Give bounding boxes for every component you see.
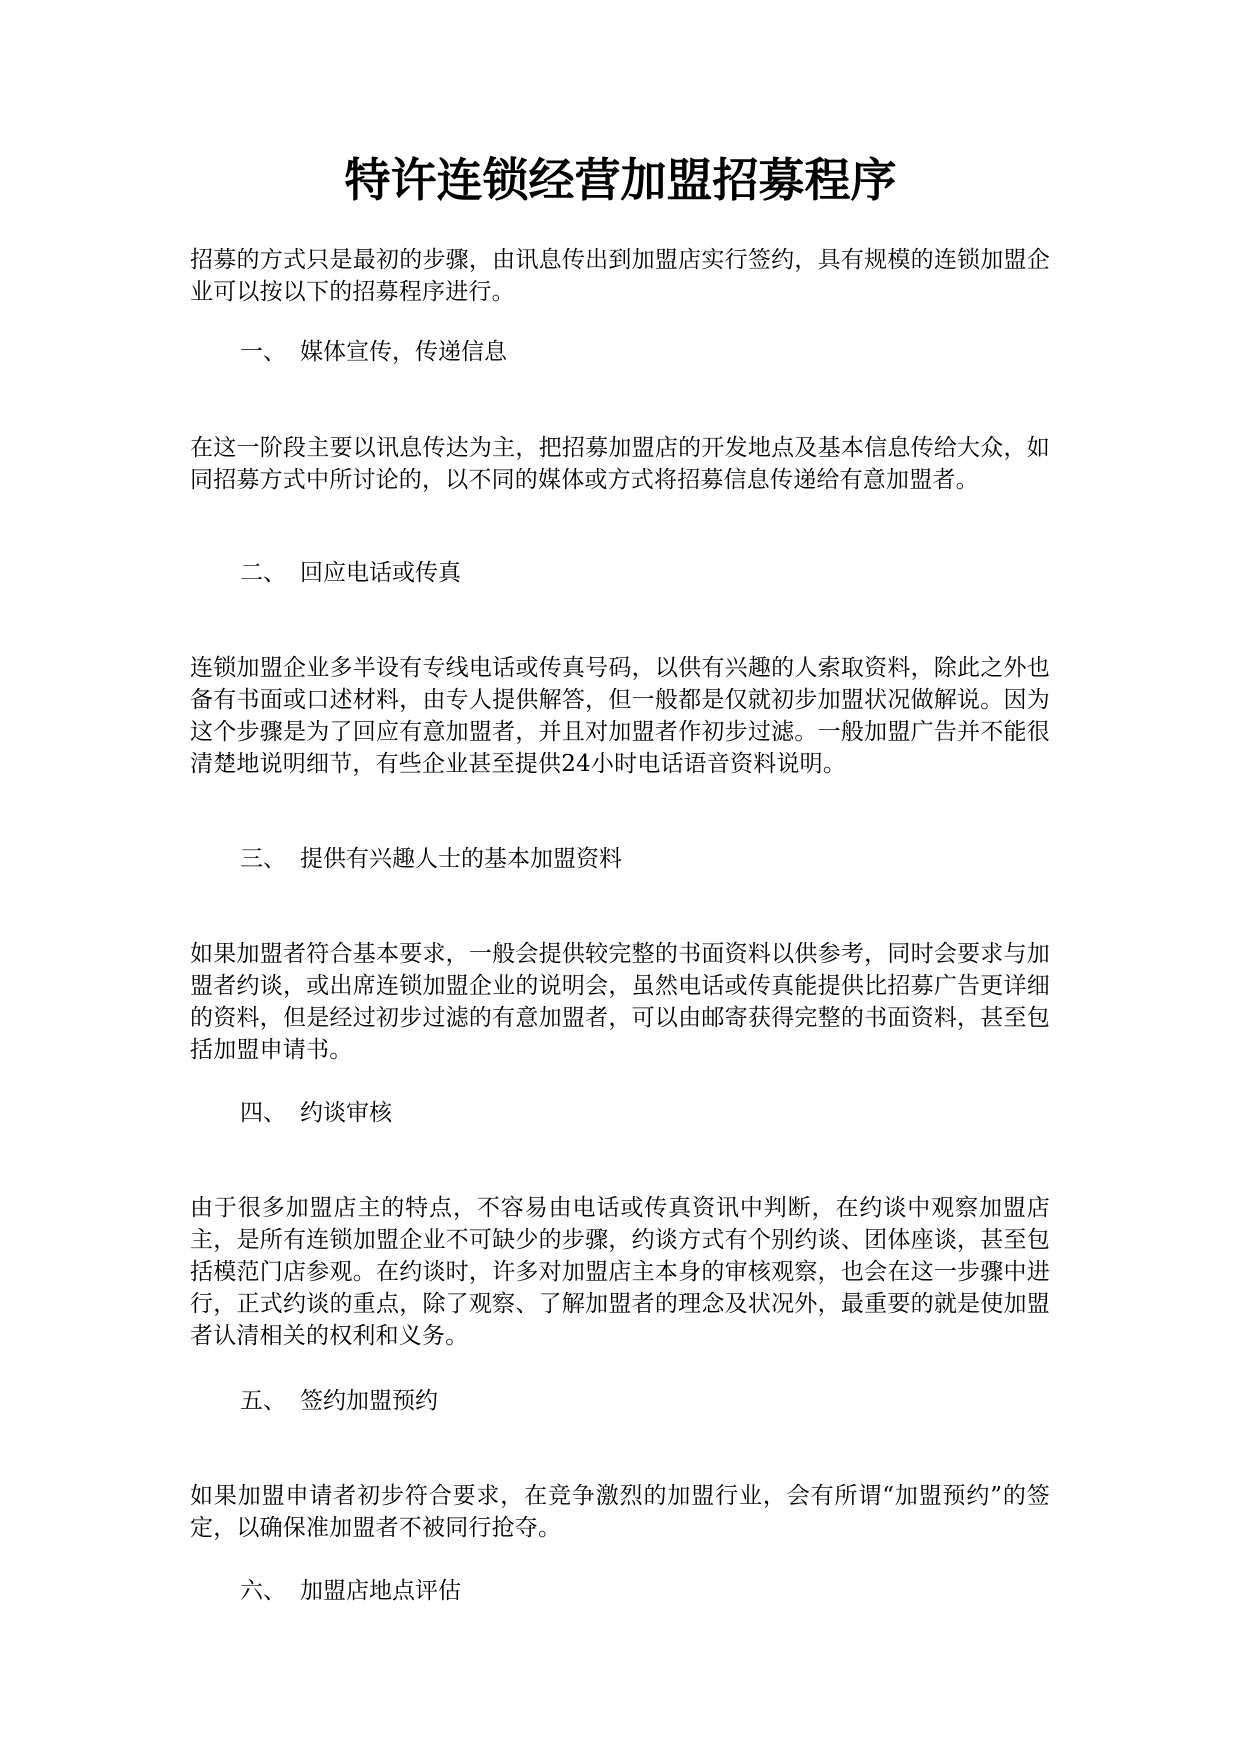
section-number: 三、 <box>240 846 286 872</box>
section-body-3: 如果加盟者符合基本要求，一般会提供较完整的书面资料以供参考，同时会要求与加盟者约谈，或出席连锁加盟企业的说明会，虽然电话或传真能提供比招募广告更详细的资料，但是经过初步过滤的有意加盟者，可以由邮寄获得完整的书面资料，甚至包括加盟申请书。 <box>190 941 1050 1063</box>
intro-paragraph: 招募的方式只是最初的步骤，由讯息传出到加盟店实行签约，具有规模的连锁加盟企业可以按以下的招募程序进行。 <box>190 247 1050 305</box>
section-heading-text: 约谈审核 <box>300 1100 392 1126</box>
section-body-2: 连锁加盟企业多半设有专线电话或传真号码，以供有兴趣的人索取资料，除此之外也备有书面或口述材料，由专人提供解答，但一般都是仅就初步加盟状况做解说。因为这个步骤是为了回应有意加盟者，并且对加盟者作初步过滤。一般加盟广告并不能很清楚地说明细节，有些企业甚至提供24小时电话语音资料说明。 <box>190 655 1050 777</box>
section-heading-3 <box>240 843 622 875</box>
section-heading-text: 签约加盟预约 <box>300 1388 438 1414</box>
section-heading-1 <box>240 336 507 368</box>
section-number: 一、 <box>240 339 286 365</box>
section-heading-5 <box>240 1385 438 1417</box>
section-heading-2 <box>240 557 461 589</box>
section-number: 五、 <box>240 1388 286 1414</box>
section-heading-6 <box>240 1575 461 1607</box>
section-body-4: 由于很多加盟店主的特点，不容易由电话或传真资讯中判断，在约谈中观察加盟店主，是所有连锁加盟企业不可缺少的步骤，约谈方式有个别约谈、团体座谈，甚至包括模范门店参观。在约谈时，许多对加盟店主本身的审核观察，也会在这一步骤中进行，正式约谈的重点，除了观察、了解加盟者的理念及状况外，最重要的就是使加盟者认清相关的权利和义务。 <box>190 1195 1050 1349</box>
section-body-1: 在这一阶段主要以讯息传达为主，把招募加盟店的开发地点及基本信息传给大众，如同招募方式中所讨论的，以不同的媒体或方式将招募信息传递给有意加盟者。 <box>190 435 1050 493</box>
section-body-5: 如果加盟申请者初步符合要求，在竞争激烈的加盟行业，会有所谓“加盟预约”的签定，以确保准加盟者不被同行抢夺。 <box>190 1483 1050 1541</box>
section-number: 六、 <box>240 1578 286 1604</box>
section-heading-text: 媒体宣传，传递信息 <box>300 339 507 365</box>
section-heading-text: 加盟店地点评估 <box>300 1578 461 1604</box>
section-number: 二、 <box>240 560 286 586</box>
section-heading-text: 回应电话或传真 <box>300 560 461 586</box>
document-title: 特许连锁经营加盟招募程序 <box>344 153 897 207</box>
section-number: 四、 <box>240 1100 286 1126</box>
section-heading-text: 提供有兴趣人士的基本加盟资料 <box>300 846 622 872</box>
section-heading-4 <box>240 1097 392 1129</box>
